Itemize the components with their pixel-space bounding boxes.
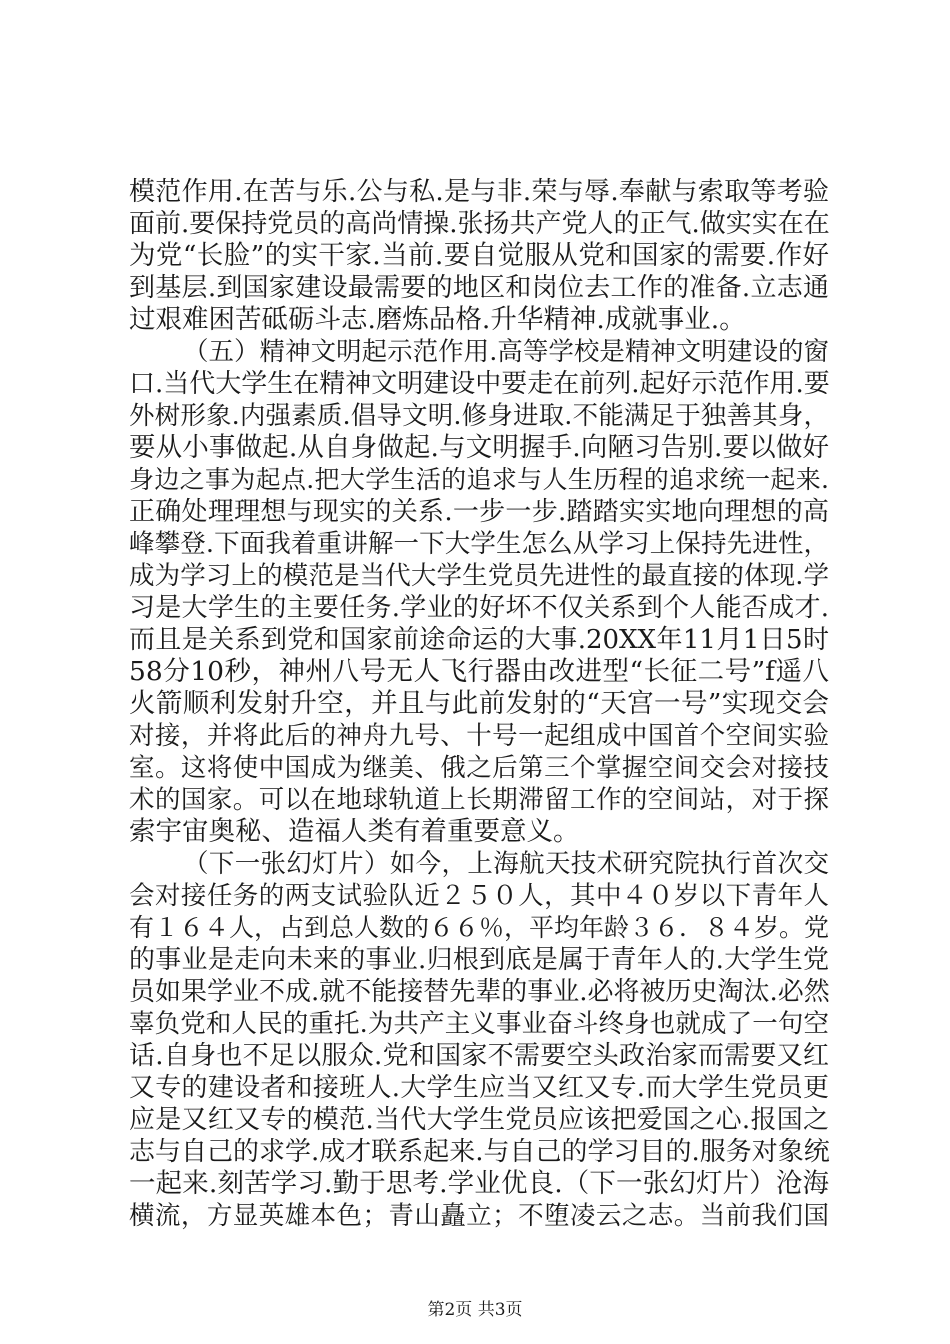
text-line: 应是又红又专的模范.当代大学生党员应该把爱国之心.报国之: [129, 1105, 829, 1135]
paragraph-start-line: （下一张幻灯片）如今，上海航天技术研究院执行首次交: [183, 849, 829, 879]
text-line: 有１６４人，占到总人数的６６％，平均年龄３６．８４岁。党: [129, 913, 830, 942]
text-line: 峰攀登.下面我着重讲解一下大学生怎么从学习上保持先进性，: [129, 529, 829, 559]
page-number-footer: 第2页 共3页: [427, 1300, 523, 1320]
text-line: 辜负党和人民的重托.为共产主义事业奋斗终身也就成了一句空: [129, 1009, 829, 1039]
text-line: 习是大学生的主要任务.学业的好坏不仅关系到个人能否成才.: [129, 593, 829, 623]
text-line: 身边之事为起点.把大学生活的追求与人生历程的追求统一起来.: [129, 465, 829, 494]
text-line: 志与自己的求学.成才联系起来.与自己的学习目的.服务对象统: [129, 1137, 830, 1167]
text-line: 要从小事做起.从自身做起.与文明握手.向陋习告别.要以做好: [129, 432, 829, 463]
text-line: 口.当代大学生在精神文明建设中要走在前列.起好示范作用.要: [129, 369, 830, 399]
text-line: 横流，方显英雄本色；青山矗立；不堕凌云之志。当前我们国: [129, 1201, 829, 1231]
body-text: [129, 176, 829, 1232]
paragraph-start-line: （五）精神文明起示范作用.高等学校是精神文明建设的窗: [183, 337, 829, 367]
text-line: 火箭顺利发射升空，并且与此前发射的“天宫一号”实现交会: [129, 688, 829, 719]
text-line: 索宇宙奥秘、造福人类有着重要意义。: [129, 816, 580, 847]
text-line: 会对接任务的两支试验队近２５０人，其中４０岁以下青年人: [129, 881, 829, 911]
text-line: 外树形象.内强素质.倡导文明.修身进取.不能满足于独善其身，: [129, 401, 829, 431]
text-line: 对接，并将此后的神舟九号、十号一起组成中国首个空间实验: [129, 721, 829, 751]
text-line: 正确处理理想与现实的关系.一步一步.踏踏实实地向理想的高: [129, 497, 829, 527]
text-line: 面前.要保持党员的高尚情操.张扬共产党人的正气.做实实在在: [129, 209, 830, 239]
text-line: 又专的建设者和接班人.大学生应当又红又专.而大学生党员更: [129, 1073, 829, 1103]
text-line: 一起来.刻苦学习.勤于思考.学业优良.（下一张幻灯片）沧海: [129, 1168, 829, 1199]
text-line: 过艰难困苦砥砺斗志.磨炼品格.升华精神.成就事业.。: [129, 304, 746, 335]
text-line: 员如果学业不成.就不能接替先辈的事业.必将被历史淘汰.必然: [129, 977, 830, 1007]
text-line: 术的国家。可以在地球轨道上长期滞留工作的空间站，对于探: [129, 785, 829, 815]
text-line: 成为学习上的模范是当代大学生党员先进性的最直接的体现.学: [129, 561, 829, 591]
text-line: 到基层.到国家建设最需要的地区和岗位去工作的准备.立志通: [129, 273, 829, 303]
text-line: 58分10秒，神州八号无人飞行器由改进型“长征二号”f遥八: [129, 656, 829, 687]
text-line: 而且是关系到党和国家前途命运的大事.20XX年11月1日5时: [129, 625, 829, 655]
text-line: 的事业是走向未来的事业.归根到底是属于青年人的.大学生党: [129, 945, 829, 975]
text-line: 话.自身也不足以服众.党和国家不需要空头政治家而需要又红: [129, 1041, 829, 1071]
text-line: 模范作用.在苦与乐.公与私.是与非.荣与辱.奉献与索取等考验: [129, 177, 829, 207]
text-line: 室。这将使中国成为继美、俄之后第三个掌握空间交会对接技: [129, 753, 829, 783]
text-line: 为党“长脸”的实干家.当前.要自觉服从党和国家的需要.作好: [129, 240, 829, 271]
